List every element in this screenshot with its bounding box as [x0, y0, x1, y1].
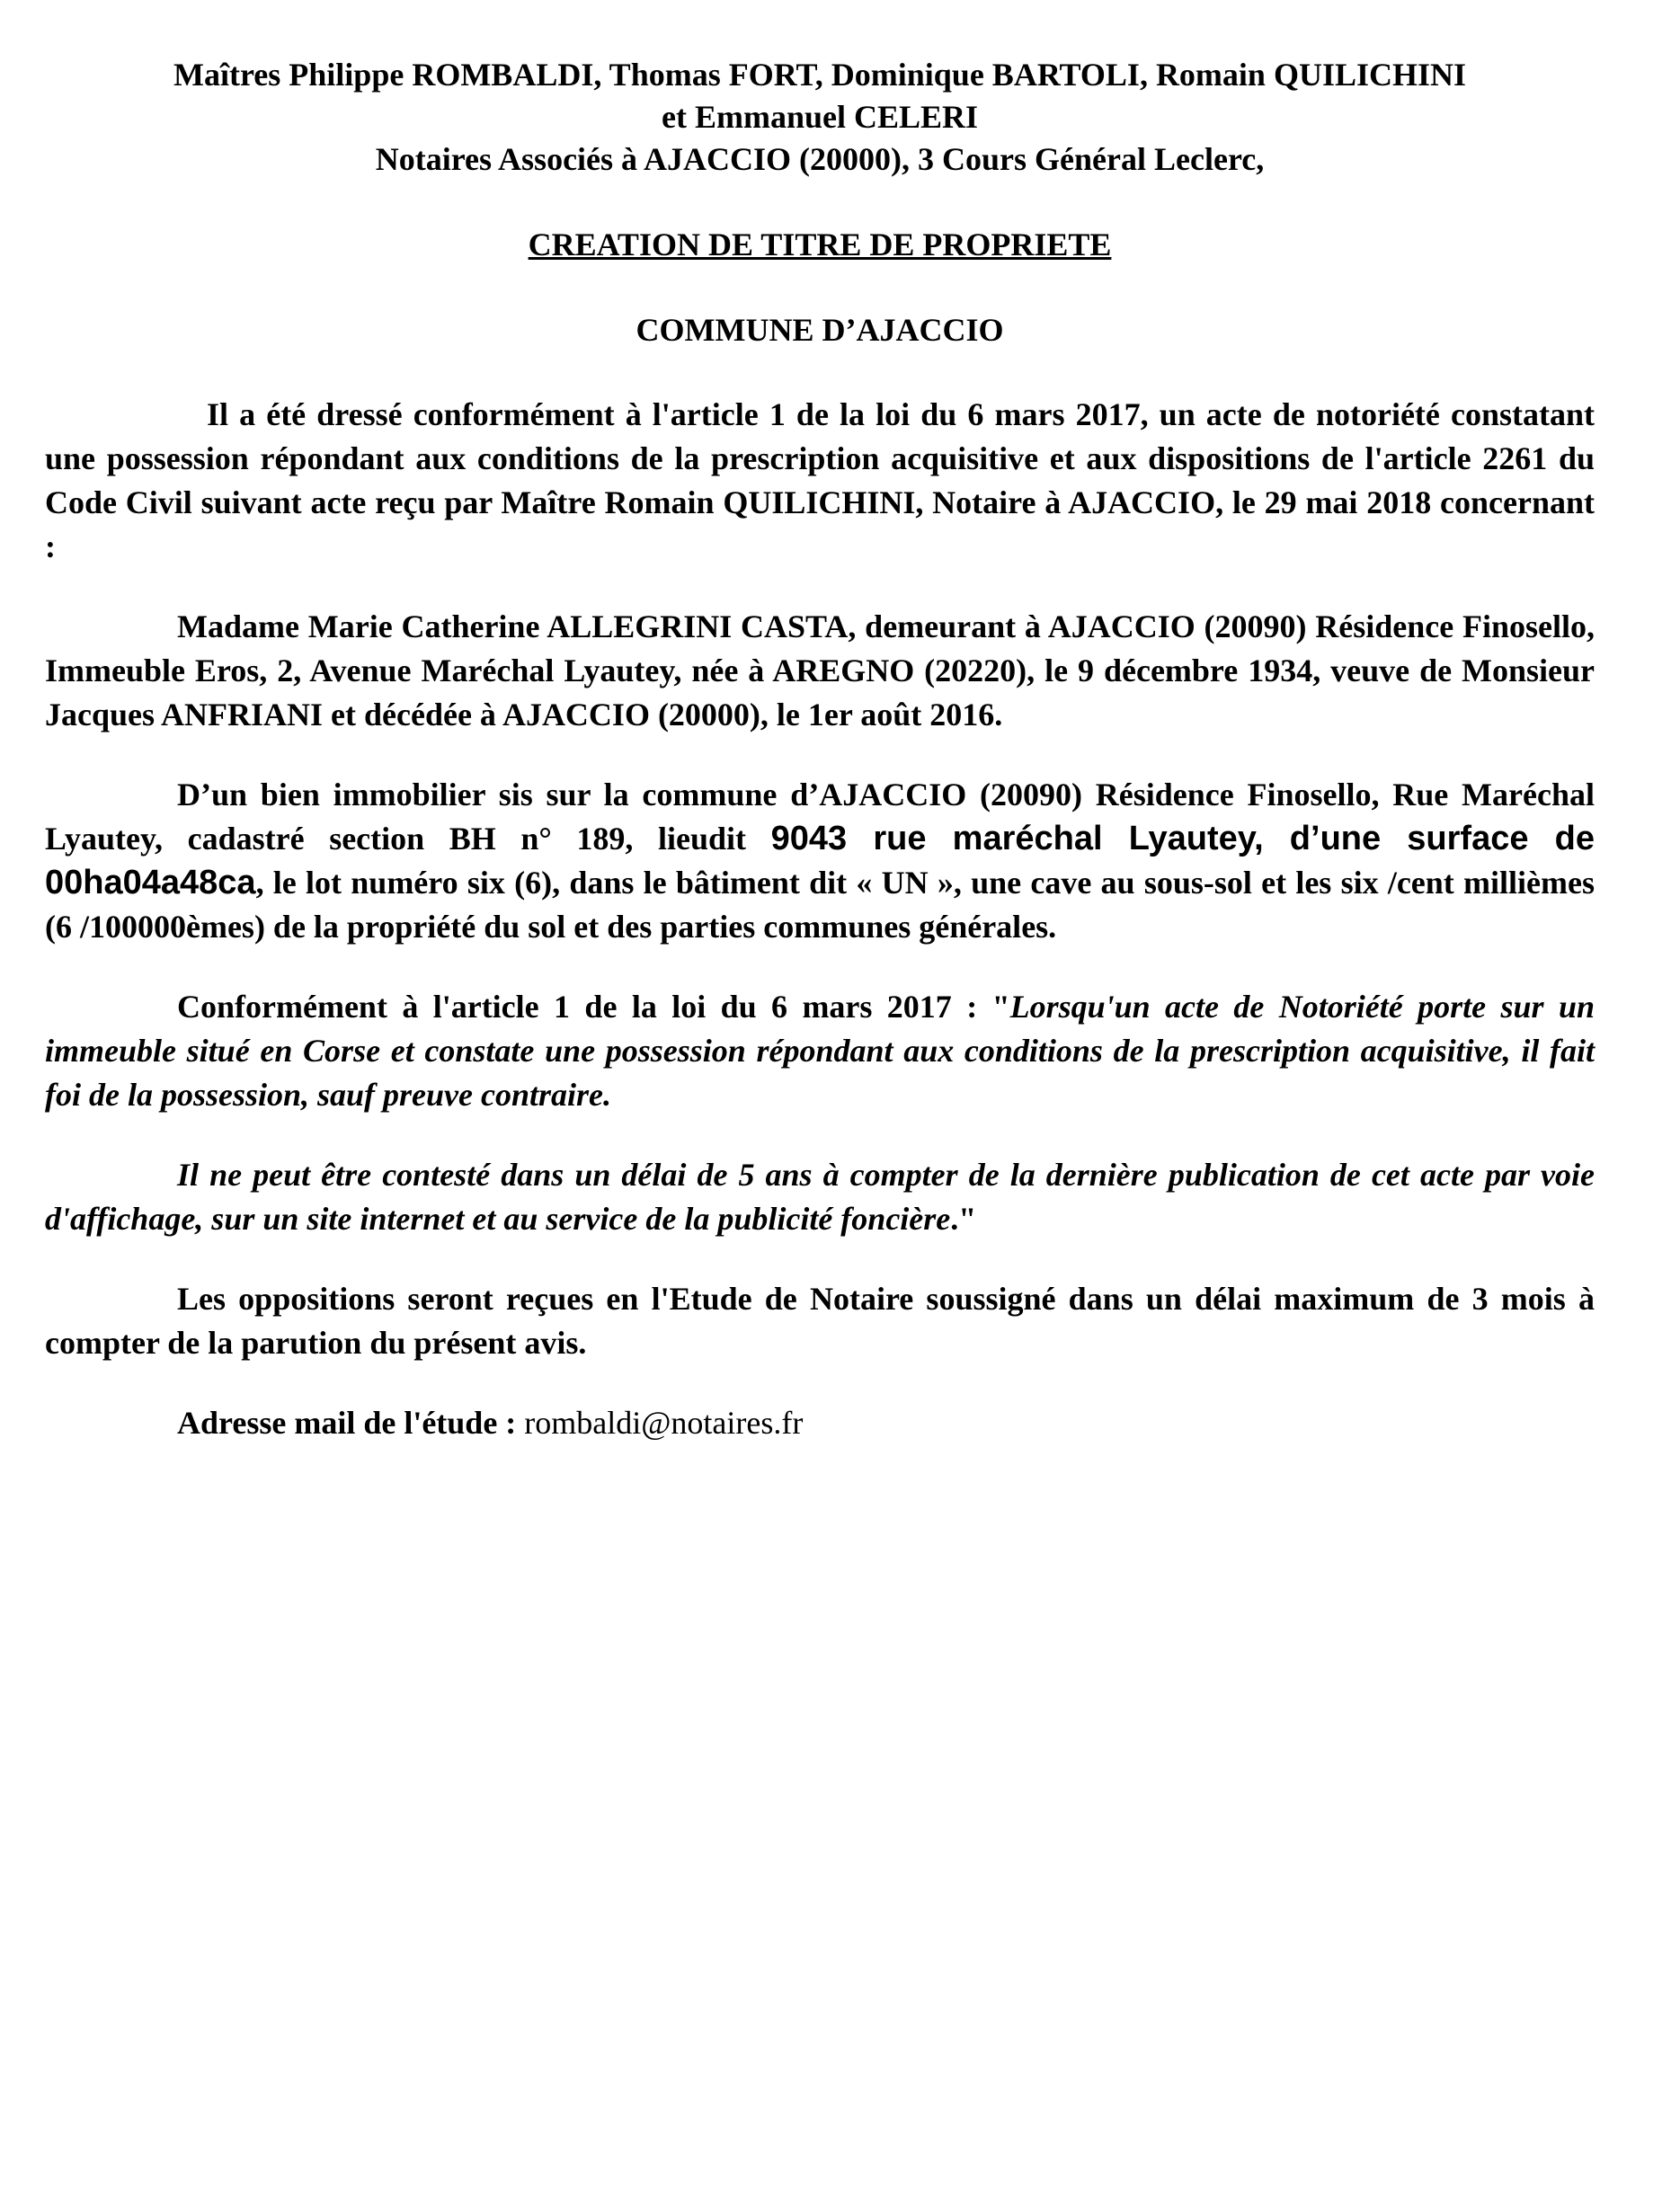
contest-quote-text: Il ne peut être contesté dans un délai de 5 ans à compter de la dernière publication de cet acte par voie d'affichage, sur un site internet et au service de la publicité foncière	[45, 1157, 1595, 1237]
paragraph-contest-delay	[45, 1153, 1595, 1241]
paragraph-property	[45, 773, 1595, 949]
property-address-surface: 9043 rue maréchal Lyautey, d’une surface de 00ha04a48ca	[45, 820, 1595, 901]
header-line-2: et Emmanuel CELERI	[661, 99, 979, 135]
notary-header	[45, 54, 1595, 181]
header-line-1: Maîtres Philippe ROMBALDI, Thomas FORT, Dominique BARTOLI, Romain QUILICHINI	[173, 57, 1466, 93]
paragraph-email	[45, 1401, 1595, 1445]
email-address: rombaldi@notaires.fr	[524, 1405, 804, 1441]
commune-heading: COMMUNE D’AJACCIO	[636, 312, 1004, 348]
document-title: CREATION DE TITRE DE PROPRIETE	[528, 226, 1112, 262]
paragraph-owner: Madame Marie Catherine ALLEGRINI CASTA, demeurant à AJACCIO (20090) Résidence Finosello, Immeuble Eros, 2, Avenue Maréchal Lyautey, née à AREGNO (20220), le 9 décembre 1934, veuve de Monsieur Jacques ANFRIANI et décédée à AJACCIO (20000), le 1er août 2016.	[45, 608, 1595, 732]
email-label: Adresse mail de l'étude :	[177, 1405, 525, 1441]
header-line-3: Notaires Associés à AJACCIO (20000), 3 Cours Général Leclerc,	[375, 141, 1265, 177]
paragraph-law-quote	[45, 985, 1595, 1117]
property-text-2: , le lot numéro six (6), dans le bâtiment dit « UN », une cave au sous-sol et les six /cent millièmes (6 /100000èmes) de la propriété du sol et des parties communes générales.	[45, 865, 1595, 945]
paragraph-act-notoriety: Il a été dressé conformément à l'article 1 de la loi du 6 mars 2017, un acte de notoriété constatant une possession répondant aux conditions de la prescription acquisitive et aux dispositions de l'article 2261 du Code Civil suivant acte reçu par Maître Romain QUILICHINI, Notaire à AJACCIO, le 29 mai 2018 concernant :	[45, 396, 1595, 564]
law-quote-text: Lorsqu'un acte de Notoriété porte sur un immeuble situé en Corse et constate une possession répondant aux conditions de la prescription acquisitive, il fait foi de la possession, sauf preuve contraire.	[45, 989, 1595, 1113]
law-intro: Conformément à l'article 1 de la loi du 6 mars 2017 : "	[177, 989, 1010, 1025]
contest-quote-end: ."	[950, 1201, 977, 1237]
property-text-1: D’un bien immobilier sis sur la commune d’AJACCIO (20090) Résidence Finosello, Rue Maréchal Lyautey, cadastré section BH n° 189, lieudit	[45, 777, 1595, 857]
paragraph-oppositions: Les oppositions seront reçues en l'Etude de Notaire soussigné dans un délai maximum de 3 mois à compter de la parution du présent avis.	[45, 1281, 1595, 1361]
